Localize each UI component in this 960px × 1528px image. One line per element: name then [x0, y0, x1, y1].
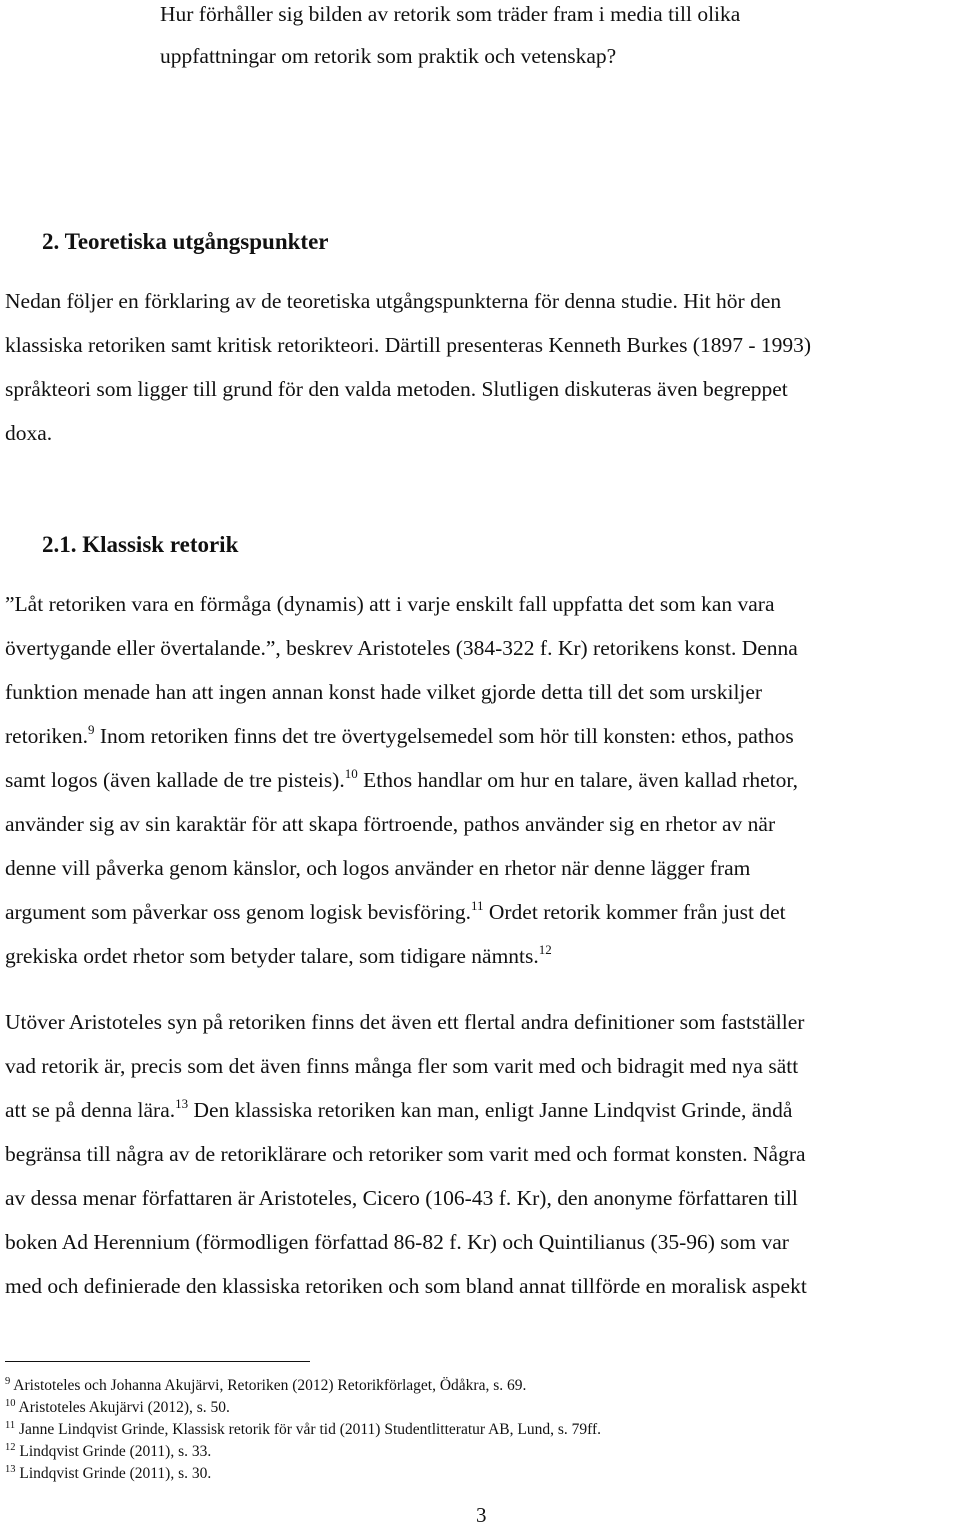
- paragraph-line: [5, 898, 786, 926]
- footnote-text: Aristoteles och Johanna Akujärvi, Retoriken (2012) Retorikförlaget, Ödåkra, s. 69.: [13, 1377, 527, 1394]
- paragraph-line: begränsa till några av de retoriklärare och retoriker som varit med och format konsten. Några: [5, 1142, 806, 1166]
- paragraph-line: Utöver Aristoteles syn på retoriken finns det även ett flertal andra definitioner som fastställer: [5, 1010, 805, 1034]
- footnote-number: 9: [5, 1376, 11, 1387]
- text-run: Ethos handlar om hur en talare, även kallad rhetor,: [357, 768, 799, 792]
- paragraph-line: [5, 1096, 792, 1124]
- section-2-1-heading: 2.1. Klassisk retorik: [42, 532, 239, 557]
- paragraph-line: [5, 942, 552, 970]
- paragraph-line: doxa.: [5, 421, 53, 445]
- paragraph-line: boken Ad Herennium (förmodligen författad 86-82 f. Kr) och Quintilianus (35-96) som var: [5, 1230, 789, 1254]
- footnote-number: 12: [5, 1442, 16, 1453]
- paragraph-line: använder sig av sin karaktär för att skapa förtroende, pathos använder sig en rhetor av när: [5, 812, 776, 836]
- footnote-13: [5, 1464, 211, 1484]
- text-run: Ordet retorik kommer från just det: [483, 900, 786, 924]
- text-run: retoriken.: [5, 724, 88, 748]
- text-run: samt logos (även kallade de tre pisteis).: [5, 768, 345, 792]
- paragraph-line: övertygande eller övertalande.”, beskrev Aristoteles (384-322 f. Kr) retorikens konst. Denna: [5, 636, 798, 660]
- footnote-9: [5, 1376, 526, 1396]
- paragraph-line: [5, 766, 798, 794]
- paragraph-line: vad retorik är, precis som det även finns många fler som varit med och bidragit med nya sätt: [5, 1054, 799, 1078]
- footnote-number: 13: [5, 1464, 16, 1475]
- footnote-separator: [5, 1361, 310, 1362]
- footnote-text: Janne Lindqvist Grinde, Klassisk retorik för vår tid (2011) Studentlitteratur AB, Lund, s. 79ff.: [19, 1421, 602, 1438]
- text-run: grekiska ordet rhetor som betyder talare, som tidigare nämnts.: [5, 944, 539, 968]
- footnote-ref-11[interactable]: 11: [470, 898, 484, 913]
- text-run: Inom retoriken finns det tre övertygelsemedel som hör till konsten: ethos, pathos: [94, 724, 794, 748]
- section-2-heading: 2. Teoretiska utgångspunkter: [42, 229, 329, 254]
- paragraph-line: språkteori som ligger till grund för den valda metoden. Slutligen diskuteras även begreppet: [5, 377, 788, 401]
- footnote-11: [5, 1420, 601, 1440]
- paragraph-line: av dessa menar författaren är Aristoteles, Cicero (106-43 f. Kr), den anonyme författaren till: [5, 1186, 798, 1210]
- paragraph-line: Nedan följer en förklaring av de teoretiska utgångspunkterna för denna studie. Hit hör den: [5, 289, 782, 313]
- footnote-text: Lindqvist Grinde (2011), s. 33.: [19, 1443, 212, 1460]
- intro-line-1: Hur förhåller sig bilden av retorik som träder fram i media till olika: [160, 2, 741, 26]
- footnote-ref-13[interactable]: 13: [175, 1096, 189, 1111]
- footnote-text: Lindqvist Grinde (2011), s. 30.: [19, 1465, 212, 1482]
- footnote-ref-12[interactable]: 12: [538, 942, 552, 957]
- paragraph-line: [5, 722, 794, 750]
- footnote-number: 11: [5, 1420, 16, 1431]
- footnote-12: [5, 1442, 211, 1462]
- footnote-ref-10[interactable]: 10: [344, 766, 358, 781]
- paragraph-line: funktion menade han att ingen annan konst hade vilket gjorde detta till det som urskiljer: [5, 680, 763, 704]
- footnote-10: [5, 1398, 230, 1418]
- footnote-ref-9[interactable]: 9: [87, 722, 95, 737]
- text-run: att se på denna lära.: [5, 1098, 176, 1122]
- page-number: 3: [476, 1503, 487, 1527]
- paragraph-line: ”Låt retoriken vara en förmåga (dynamis) att i varje enskilt fall uppfatta det som kan vara: [5, 592, 775, 616]
- paragraph-line: med och definierade den klassiska retoriken och som bland annat tillförde en moralisk aspekt: [5, 1274, 807, 1298]
- paragraph-line: klassiska retoriken samt kritisk retorikteori. Därtill presenteras Kenneth Burkes (1897 - 1993): [5, 333, 812, 357]
- paragraph-line: denne vill påverka genom känslor, och logos använder en rhetor när denne lägger fram: [5, 856, 751, 880]
- footnote-text: Aristoteles Akujärvi (2012), s. 50.: [18, 1399, 230, 1416]
- text-run: Den klassiska retoriken kan man, enligt Janne Lindqvist Grinde, ändå: [188, 1098, 793, 1122]
- footnote-number: 10: [5, 1398, 16, 1409]
- intro-line-2: uppfattningar om retorik som praktik och vetenskap?: [160, 44, 617, 68]
- text-run: argument som påverkar oss genom logisk bevisföring.: [5, 900, 471, 924]
